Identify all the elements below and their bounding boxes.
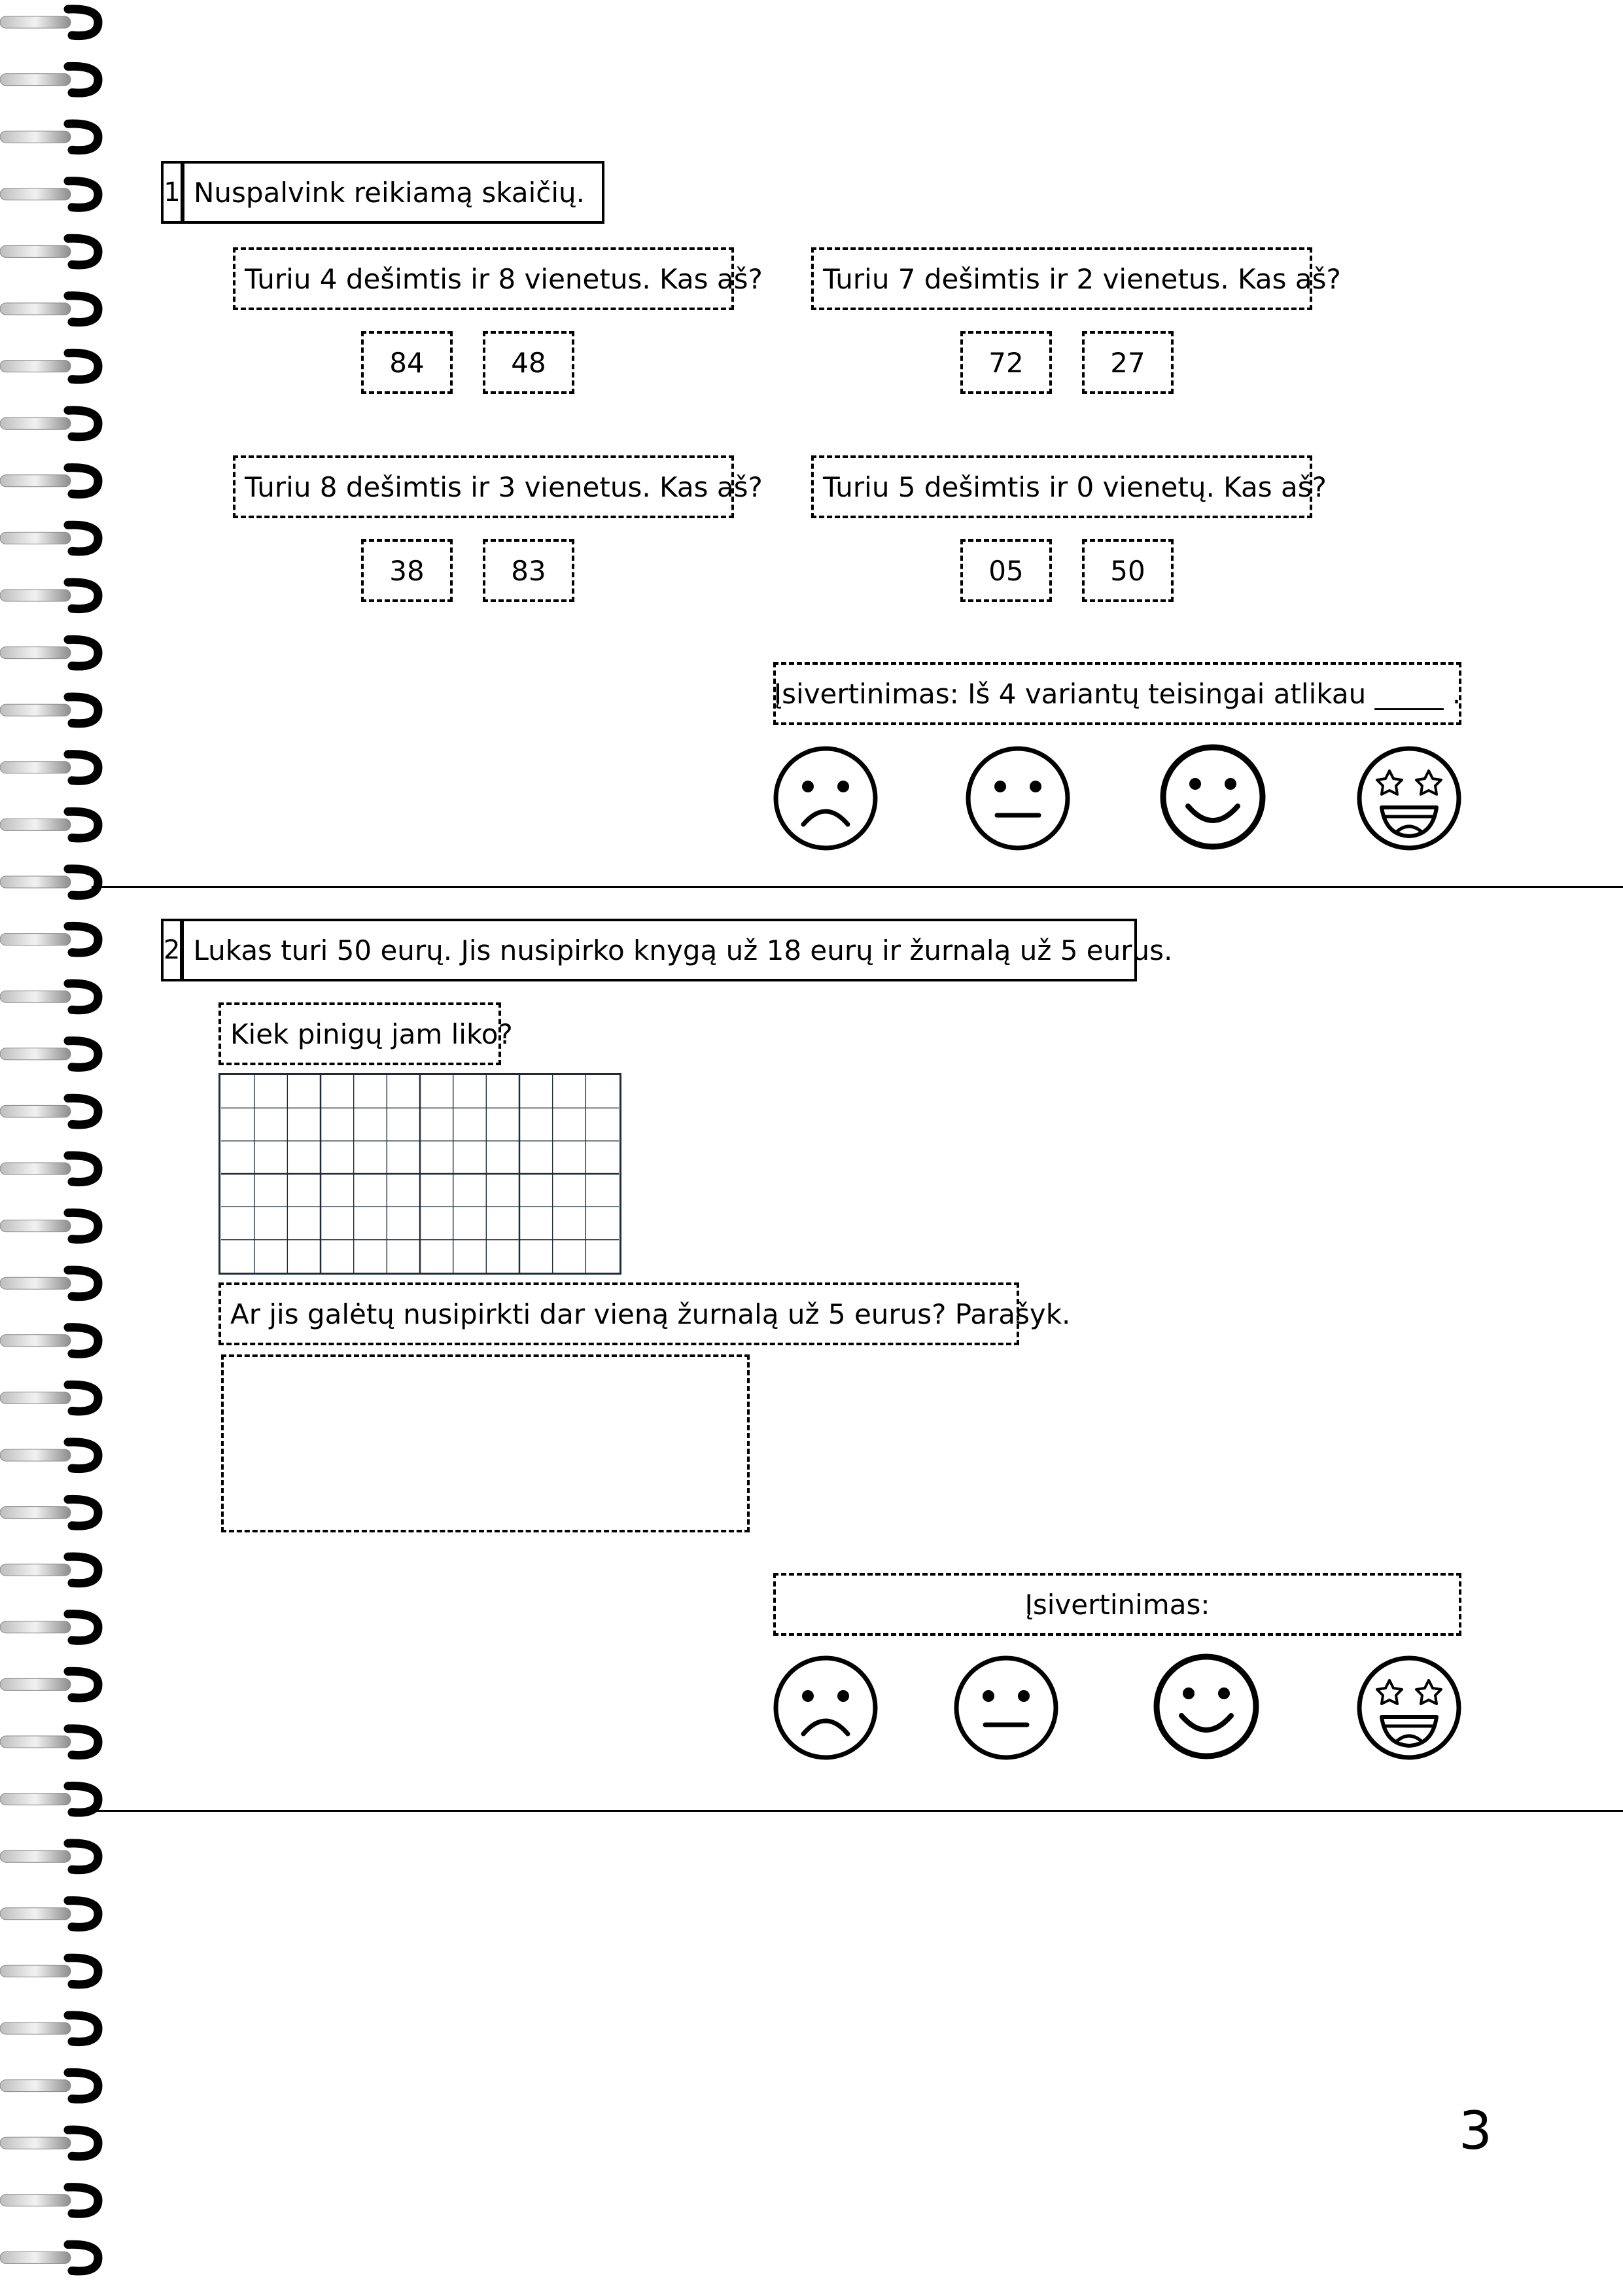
sad-face-icon[interactable] [772,1654,879,1761]
star-eyes-face-icon[interactable] [1355,745,1463,852]
task2-self-assessment: Įsivertinimas: [773,1573,1461,1636]
spiral-ring [0,1156,98,1182]
spiral-ring [0,983,98,1010]
spiral-ring [0,1041,98,1068]
task1-q3-option-2[interactable]: 83 [483,539,574,602]
spiral-ring [0,1729,98,1756]
spiral-ring [0,1958,98,1985]
spiral-ring [0,582,98,609]
task1-q2-option-2[interactable]: 27 [1082,331,1174,394]
neutral-face-icon[interactable] [952,1654,1060,1761]
spiral-ring [0,1385,98,1411]
task2-answer-box[interactable] [221,1354,750,1532]
spiral-ring [0,1671,98,1698]
neutral-face-icon[interactable] [964,745,1072,852]
task1-question-2: Turiu 7 dešimtis ir 2 vienetus. Kas aš? [811,247,1312,310]
spiral-ring [0,1901,98,1928]
task2-question-2: Ar jis galėtų nusipirkti dar vieną žurnalą už 5 eurus? Parašyk. [218,1282,1019,1345]
spiral-ring [0,353,98,380]
task1-self-assessment: Įsivertinimas: Iš 4 variantų teisingai atlikau _____ . [773,662,1461,725]
spiral-ring [0,238,98,265]
task1-q4-option-2[interactable]: 50 [1082,539,1174,602]
spiral-ring [0,754,98,781]
task2-header [161,919,1173,981]
spiral-ring [0,1499,98,1526]
task1-question-4: Turiu 5 dešimtis ir 0 vienetų. Kas aš? [811,455,1312,518]
spiral-ring [0,296,98,323]
task1-instruction: Nuspalvink reikiamą skaičių. [194,176,585,209]
spiral-ring [0,468,98,495]
sad-face-icon[interactable] [772,745,879,852]
spiral-binding [0,0,105,2296]
spiral-ring [0,639,98,666]
spiral-ring [0,9,98,36]
task1-question-3: Turiu 8 dešimtis ir 3 vienetus. Kas aš? [233,455,734,518]
task1-q1-option-2[interactable]: 48 [483,331,574,394]
task2-question-1: Kiek pinigų jam liko? [218,1002,501,1065]
spiral-ring [0,1098,98,1125]
spiral-ring [0,66,98,93]
spiral-ring [0,1212,98,1239]
task2-problem: Lukas turi 50 eurų. Jis nusipirko knygą už 18 eurų ir žurnalą už 5 eurus. [193,934,1173,966]
spiral-ring [0,410,98,437]
spiral-ring [0,2187,98,2214]
section-divider-1 [92,886,1623,888]
task1-header [161,161,604,224]
task1-q1-option-1[interactable]: 84 [361,331,453,394]
spiral-ring [0,1442,98,1469]
spiral-ring [0,2244,98,2271]
spiral-ring [0,2072,98,2099]
task1-q3-option-1[interactable]: 38 [361,539,453,602]
spiral-ring [0,124,98,150]
spiral-ring [0,1557,98,1583]
star-eyes-face-icon[interactable] [1355,1654,1463,1761]
happy-face-icon[interactable] [1153,1653,1260,1760]
spiral-ring [0,2015,98,2042]
spiral-ring [0,1614,98,1641]
spiral-ring [0,2130,98,2157]
spiral-ring [0,811,98,838]
spiral-ring [0,697,98,724]
page-number: 3 [1459,2100,1492,2161]
spiral-ring [0,1270,98,1297]
task1-question-1: Turiu 4 dešimtis ir 8 vienetus. Kas aš? [233,247,734,310]
spiral-ring [0,1843,98,1870]
spiral-ring [0,1786,98,1812]
answer-grid[interactable] [218,1073,621,1275]
spiral-ring [0,1328,98,1354]
spiral-ring [0,525,98,552]
section-divider-2 [92,1810,1623,1812]
spiral-ring [0,181,98,208]
spiral-ring [0,926,98,953]
spiral-ring [0,869,98,896]
task1-number: 1 [164,164,184,221]
task1-q4-option-1[interactable]: 05 [960,539,1052,602]
happy-face-icon[interactable] [1159,743,1266,851]
task1-q2-option-1[interactable]: 72 [960,331,1052,394]
task2-number: 2 [164,921,184,979]
